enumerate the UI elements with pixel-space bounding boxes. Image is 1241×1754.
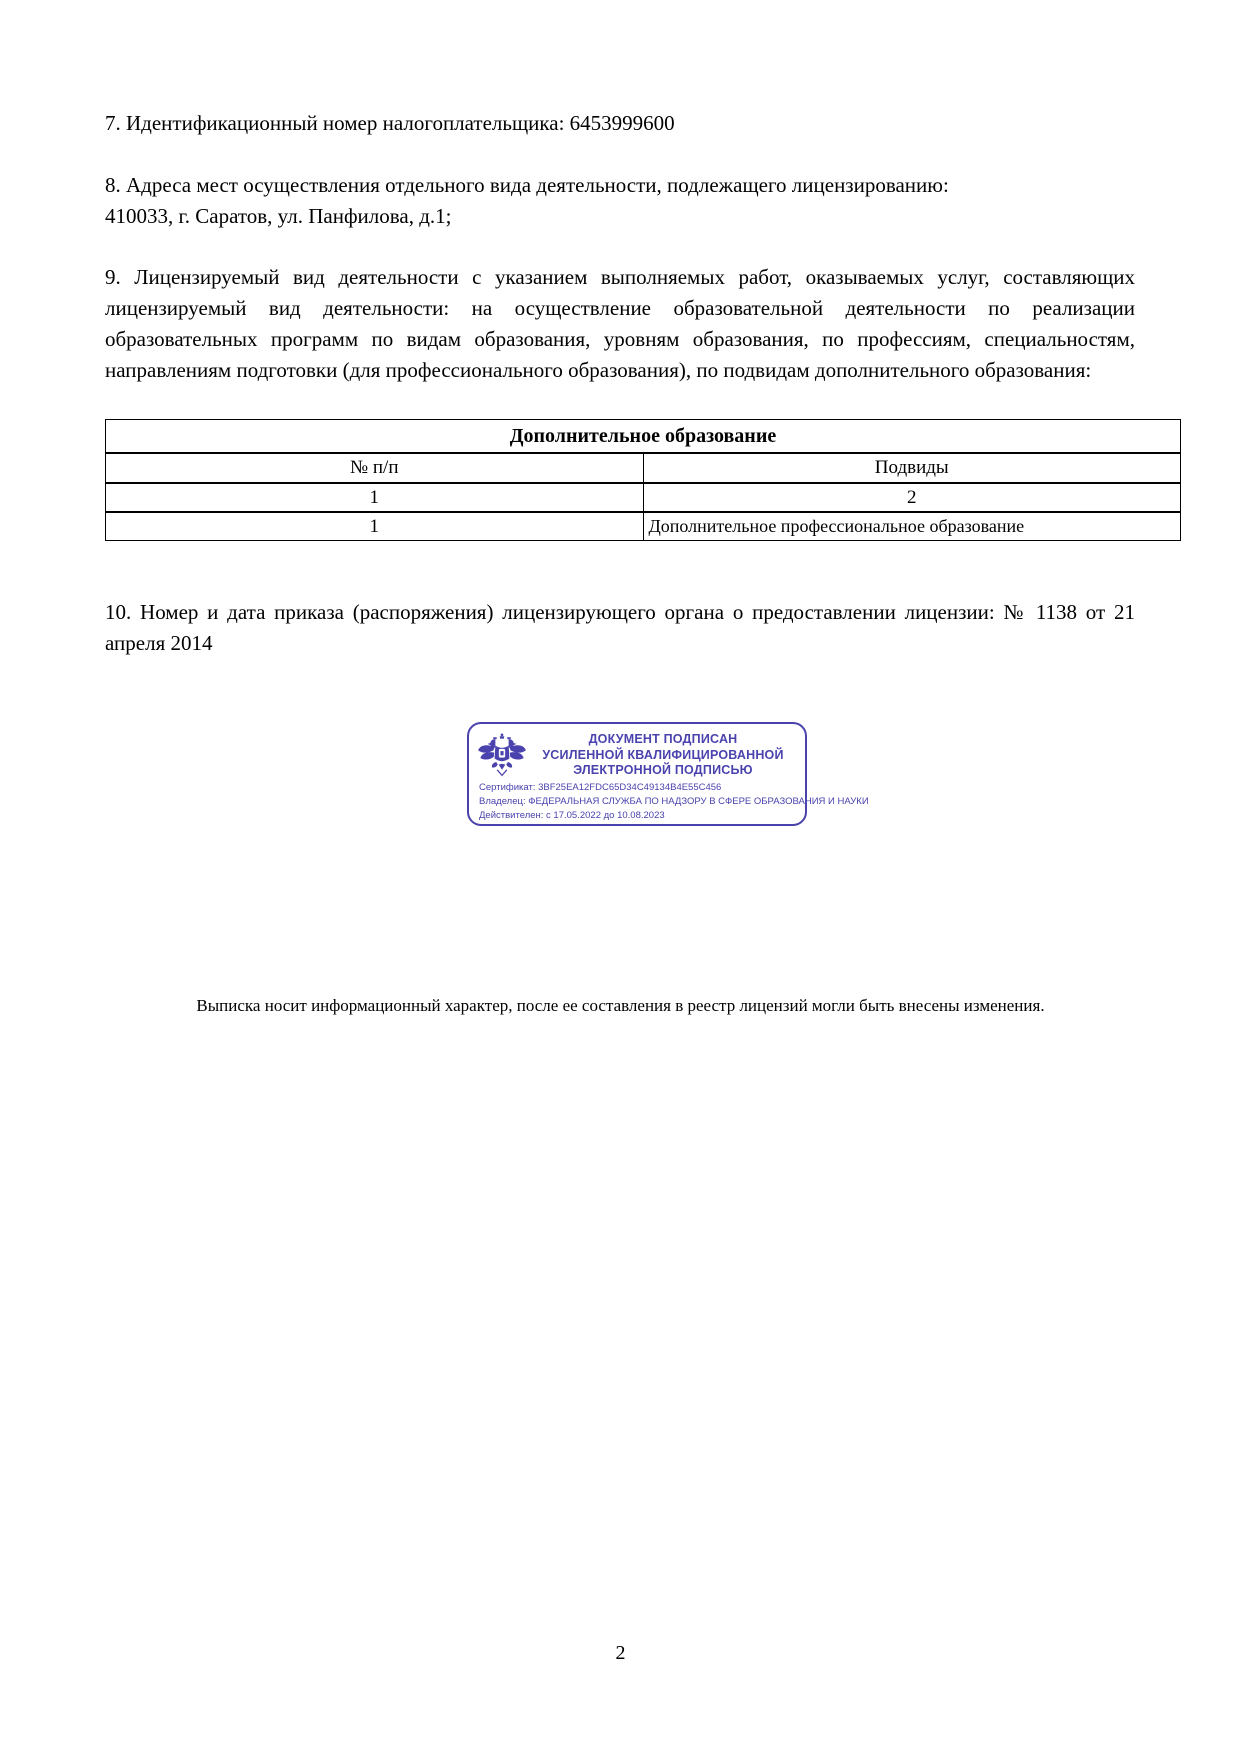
stamp-title-line1: ДОКУМЕНТ ПОДПИСАН xyxy=(588,732,738,746)
page-number: 2 xyxy=(615,1642,626,1664)
table-row xyxy=(106,483,1181,512)
addresses-heading: 8. Адреса мест осуществления отдельного вида деятельности, подлежащего лицензированию: xyxy=(105,173,949,197)
stamp-details xyxy=(479,781,869,823)
table-title: Дополнительное образование xyxy=(106,420,1181,454)
paragraph-addresses xyxy=(105,170,1135,232)
owner-line xyxy=(479,795,869,809)
validity-value: с 17.05.2022 до 10.08.2023 xyxy=(546,810,665,821)
education-subtypes-table xyxy=(105,419,1181,541)
digital-signature-stamp xyxy=(467,722,869,826)
stamp-title-line3: ЭЛЕКТРОННОЙ ПОДПИСЬЮ xyxy=(573,763,753,777)
column-header-subtypes: Подвиды xyxy=(643,453,1181,483)
validity-line xyxy=(479,809,799,823)
coat-of-arms-icon xyxy=(477,730,527,780)
table-title-row xyxy=(106,420,1181,454)
table-row xyxy=(106,512,1181,541)
column-header-number: № п/п xyxy=(106,453,644,483)
validity-label: Действителен: xyxy=(479,810,544,821)
table-cell-subtype: Дополнительное профессиональное образование xyxy=(643,512,1181,541)
certificate-line xyxy=(479,781,799,795)
stamp-title xyxy=(527,732,799,779)
certificate-label: Сертификат: xyxy=(479,782,536,793)
owner-label: Владелец: xyxy=(479,796,526,807)
paragraph-order-number: 10. Номер и дата приказа (распоряжения) лицензирующего органа о предоставлении лицензии: № 1138 от 21 апреля 2014 xyxy=(105,600,1135,655)
owner-value: ФЕДЕРАЛЬНАЯ СЛУЖБА ПО НАДЗОРУ В СФЕРЕ ОБРАЗОВАНИЯ И НАУКИ xyxy=(528,796,869,807)
table-header-row xyxy=(106,453,1181,483)
certificate-value: 3BF25EA12FDC65D34C49134B4E55C456 xyxy=(538,782,722,793)
table-cell-index: 1 xyxy=(106,483,644,512)
table-cell-number: 1 xyxy=(106,512,644,541)
footer-note: Выписка носит информационный характер, после ее составления в реестр лицензий могли быть внесены изменения. xyxy=(196,996,1045,1015)
table-cell-index: 2 xyxy=(643,483,1181,512)
paragraph-licensed-activity: 9. Лицензируемый вид деятельности с указанием выполняемых работ, оказываемых услуг, составляющих лицензируемый вид деятельности: на осуществление образовательной деятельности по реализации образовательных программ по видам образования, уровням образования, по профессиям, специальностям, направлениям подготовки (для профессионального образования), по подвидам дополнительного образования: xyxy=(105,265,1135,382)
stamp-title-line2: УСИЛЕННОЙ КВАЛИФИЦИРОВАННОЙ xyxy=(542,747,784,762)
paragraph-tax-id: 7. Идентификационный номер налогоплательщика: 6453999600 xyxy=(105,111,675,135)
addresses-value: 410033, г. Саратов, ул. Панфилова, д.1; xyxy=(105,204,452,228)
